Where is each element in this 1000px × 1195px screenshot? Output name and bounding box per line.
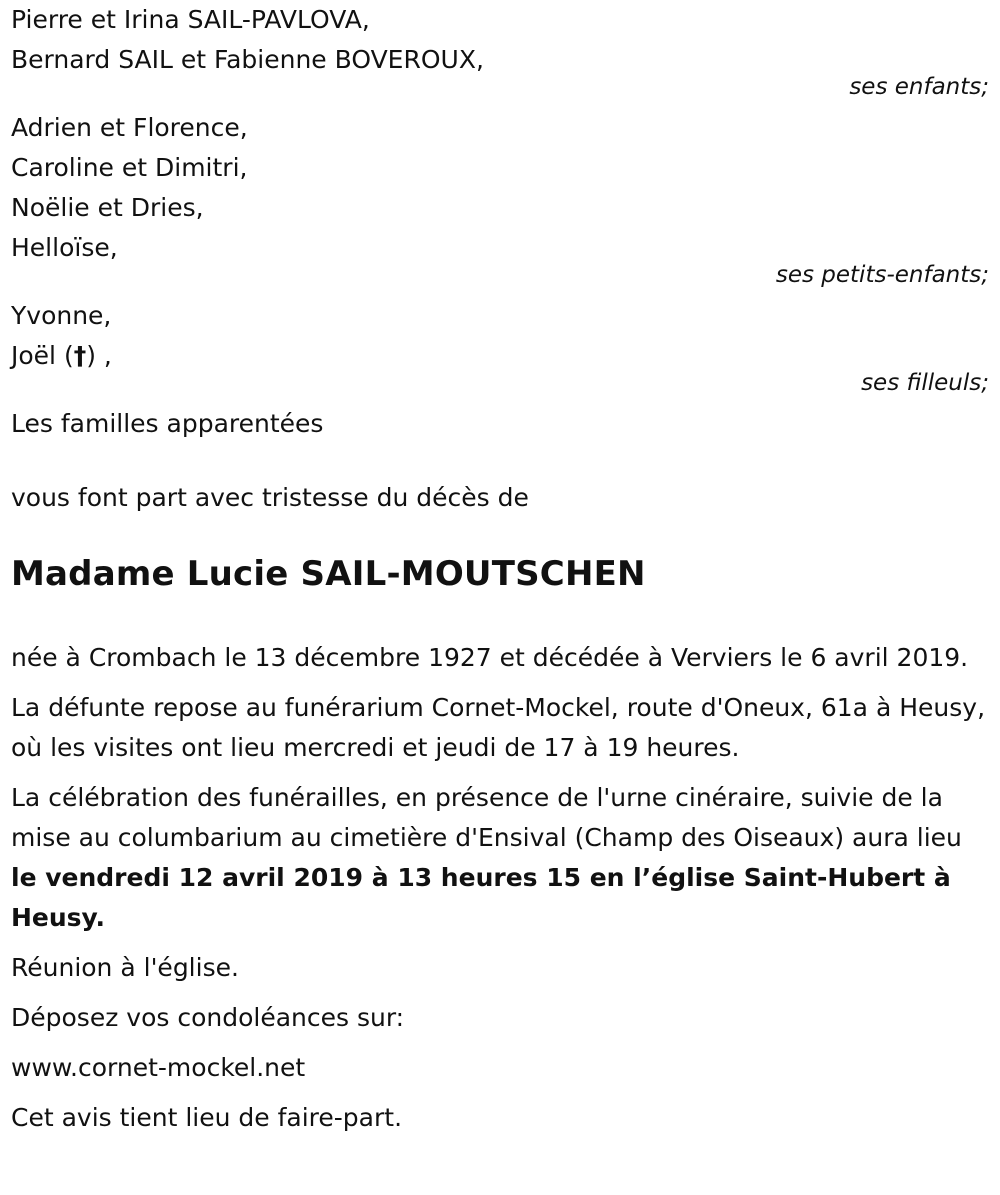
closing-line: Cet avis tient lieu de faire-part. (11, 1103, 403, 1132)
birth-death-paragraph: née à Crombach le 13 décembre 1927 et décédée à Verviers le 6 avril 2019. (11, 643, 969, 672)
godchild-suffix: ) , (86, 341, 112, 370)
godchild-name: Joël ( (11, 341, 74, 370)
families-line: Les familles apparentées (11, 409, 324, 438)
reunion-paragraph: Réunion à l'église. (11, 953, 239, 982)
cross-icon: † (73, 341, 87, 370)
ceremony-paragraph (11, 778, 989, 938)
grandchild-line: Caroline et Dimitri, (11, 153, 248, 182)
obituary-notice (11, 0, 989, 1148)
ceremony-details: le vendredi 12 avril 2019 à 13 heures 15 en l’église Saint-Hubert à Heusy. (11, 863, 951, 932)
grandchild-line: Noëlie et Dries, (11, 193, 204, 222)
announcement-line: vous font part avec tristesse du décès de (11, 483, 529, 512)
website-link[interactable]: www.cornet-mockel.net (11, 1053, 306, 1082)
godchild-line: Yvonne, (11, 301, 112, 330)
grandchild-line: Adrien et Florence, (11, 113, 248, 142)
repose-paragraph: La défunte repose au funérarium Cornet-Mockel, route d'Oneux, 61a à Heusy, où les visites ont lieu mercredi et jeudi de 17 à 19 heures. (11, 693, 986, 762)
godchildren-block (11, 296, 989, 398)
grandchild-line: Helloïse, (11, 233, 118, 262)
children-role: ses enfants; (849, 74, 989, 100)
grandchildren-block (11, 108, 989, 290)
deceased-name: Madame Lucie SAIL-MOUTSCHEN (11, 554, 646, 594)
children-block (11, 0, 989, 102)
godchildren-role: ses filleuls; (861, 370, 989, 396)
child-line: Bernard SAIL et Fabienne BOVEROUX, (11, 45, 484, 74)
child-line: Pierre et Irina SAIL-PAVLOVA, (11, 5, 370, 34)
grandchildren-role: ses petits-enfants; (775, 262, 989, 288)
ceremony-intro: La célébration des funérailles, en présence de l'urne cinéraire, suivie de la mise au columbarium au cimetière d'Ensival (Champ des Oiseaux) aura lieu (11, 783, 962, 852)
condolences-label: Déposez vos condoléances sur: (11, 1003, 405, 1032)
